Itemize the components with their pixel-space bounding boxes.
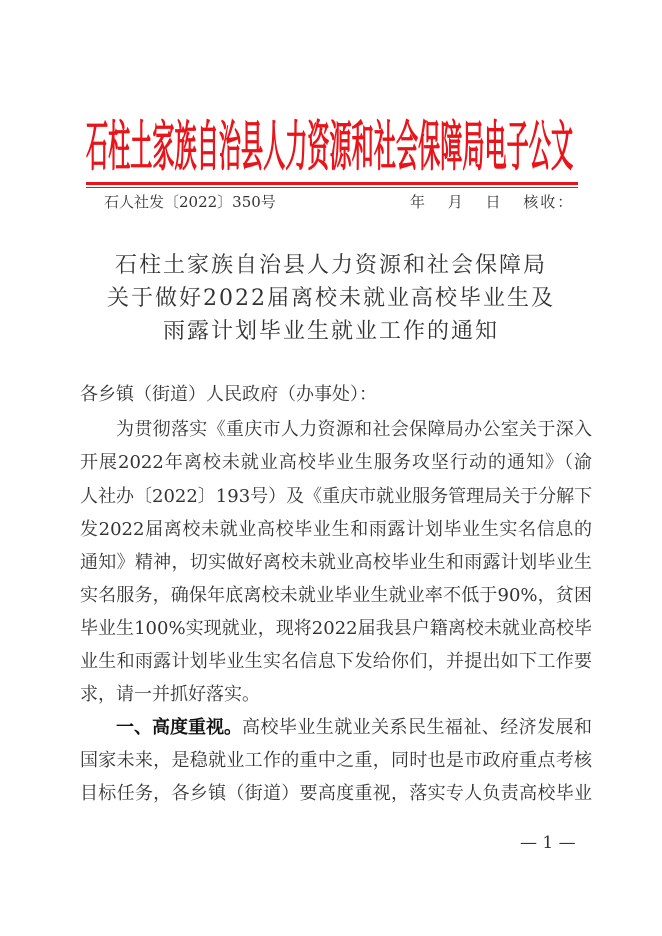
paragraph-line: 开展2022年离校未就业高校毕业生服务攻坚行动的通知》（渝: [80, 452, 592, 473]
paragraph-line: 通知》精神，切实做好离校未就业高校毕业生和雨露计划毕业生: [80, 552, 592, 573]
page-number: — 1 —: [520, 833, 576, 853]
paragraph-line: 国家未来，是稳就业工作的重中之重，同时也是市政府重点考核: [80, 750, 592, 771]
masthead-rule-thick: [86, 182, 578, 185]
paragraph-line: 毕业生100%实现就业，现将2022届我县户籍离校未就业高校毕: [80, 618, 592, 639]
paragraph-line: 为贯彻落实《重庆市人力资源和社会保障局办公室关于深入: [116, 419, 592, 440]
masthead: [86, 116, 578, 178]
salutation: 各乡镇（街道）人民政府（办事处）：: [80, 384, 377, 405]
document-title-line-1: 石柱土家族自治县人力资源和社会保障局: [114, 253, 547, 278]
document-title-line-2: 关于做好2022届离校未就业高校毕业生及: [107, 286, 555, 311]
section-1-heading: 一、高度重视。: [116, 717, 242, 738]
receipt-date: 年 月 日 核收：: [410, 193, 575, 211]
paragraph-line: 发2022届离校未就业高校毕业生和雨露计划毕业生实名信息的: [80, 519, 592, 540]
section-1-first-line: [116, 716, 592, 740]
paragraph-line: 业生和雨露计划毕业生实名信息下发给你们，并提出如下工作要: [80, 651, 592, 672]
masthead-title: 石柱土家族自治县人力资源和社会保障局电子公文: [86, 116, 574, 178]
document-number: 石人社发〔2022〕350号: [104, 193, 276, 211]
document-title-line-3: 雨露计划毕业生就业工作的通知: [162, 319, 499, 344]
paragraph-line: 实名服务，确保年底离校未就业毕业生就业率不低于90%，贫困: [80, 585, 592, 606]
paragraph-line: 高校毕业生就业关系民生福祉、经济发展和: [242, 717, 592, 738]
paragraph-line: 人社办〔2022〕193号）及《重庆市就业服务管理局关于分解下: [80, 486, 593, 507]
masthead-rule-thin: [86, 187, 578, 188]
paragraph-line: 目标任务，各乡镇（街道）要高度重视，落实专人负责高校毕业: [80, 783, 592, 804]
paragraph-line: 求，请一并抓好落实。: [80, 684, 260, 705]
